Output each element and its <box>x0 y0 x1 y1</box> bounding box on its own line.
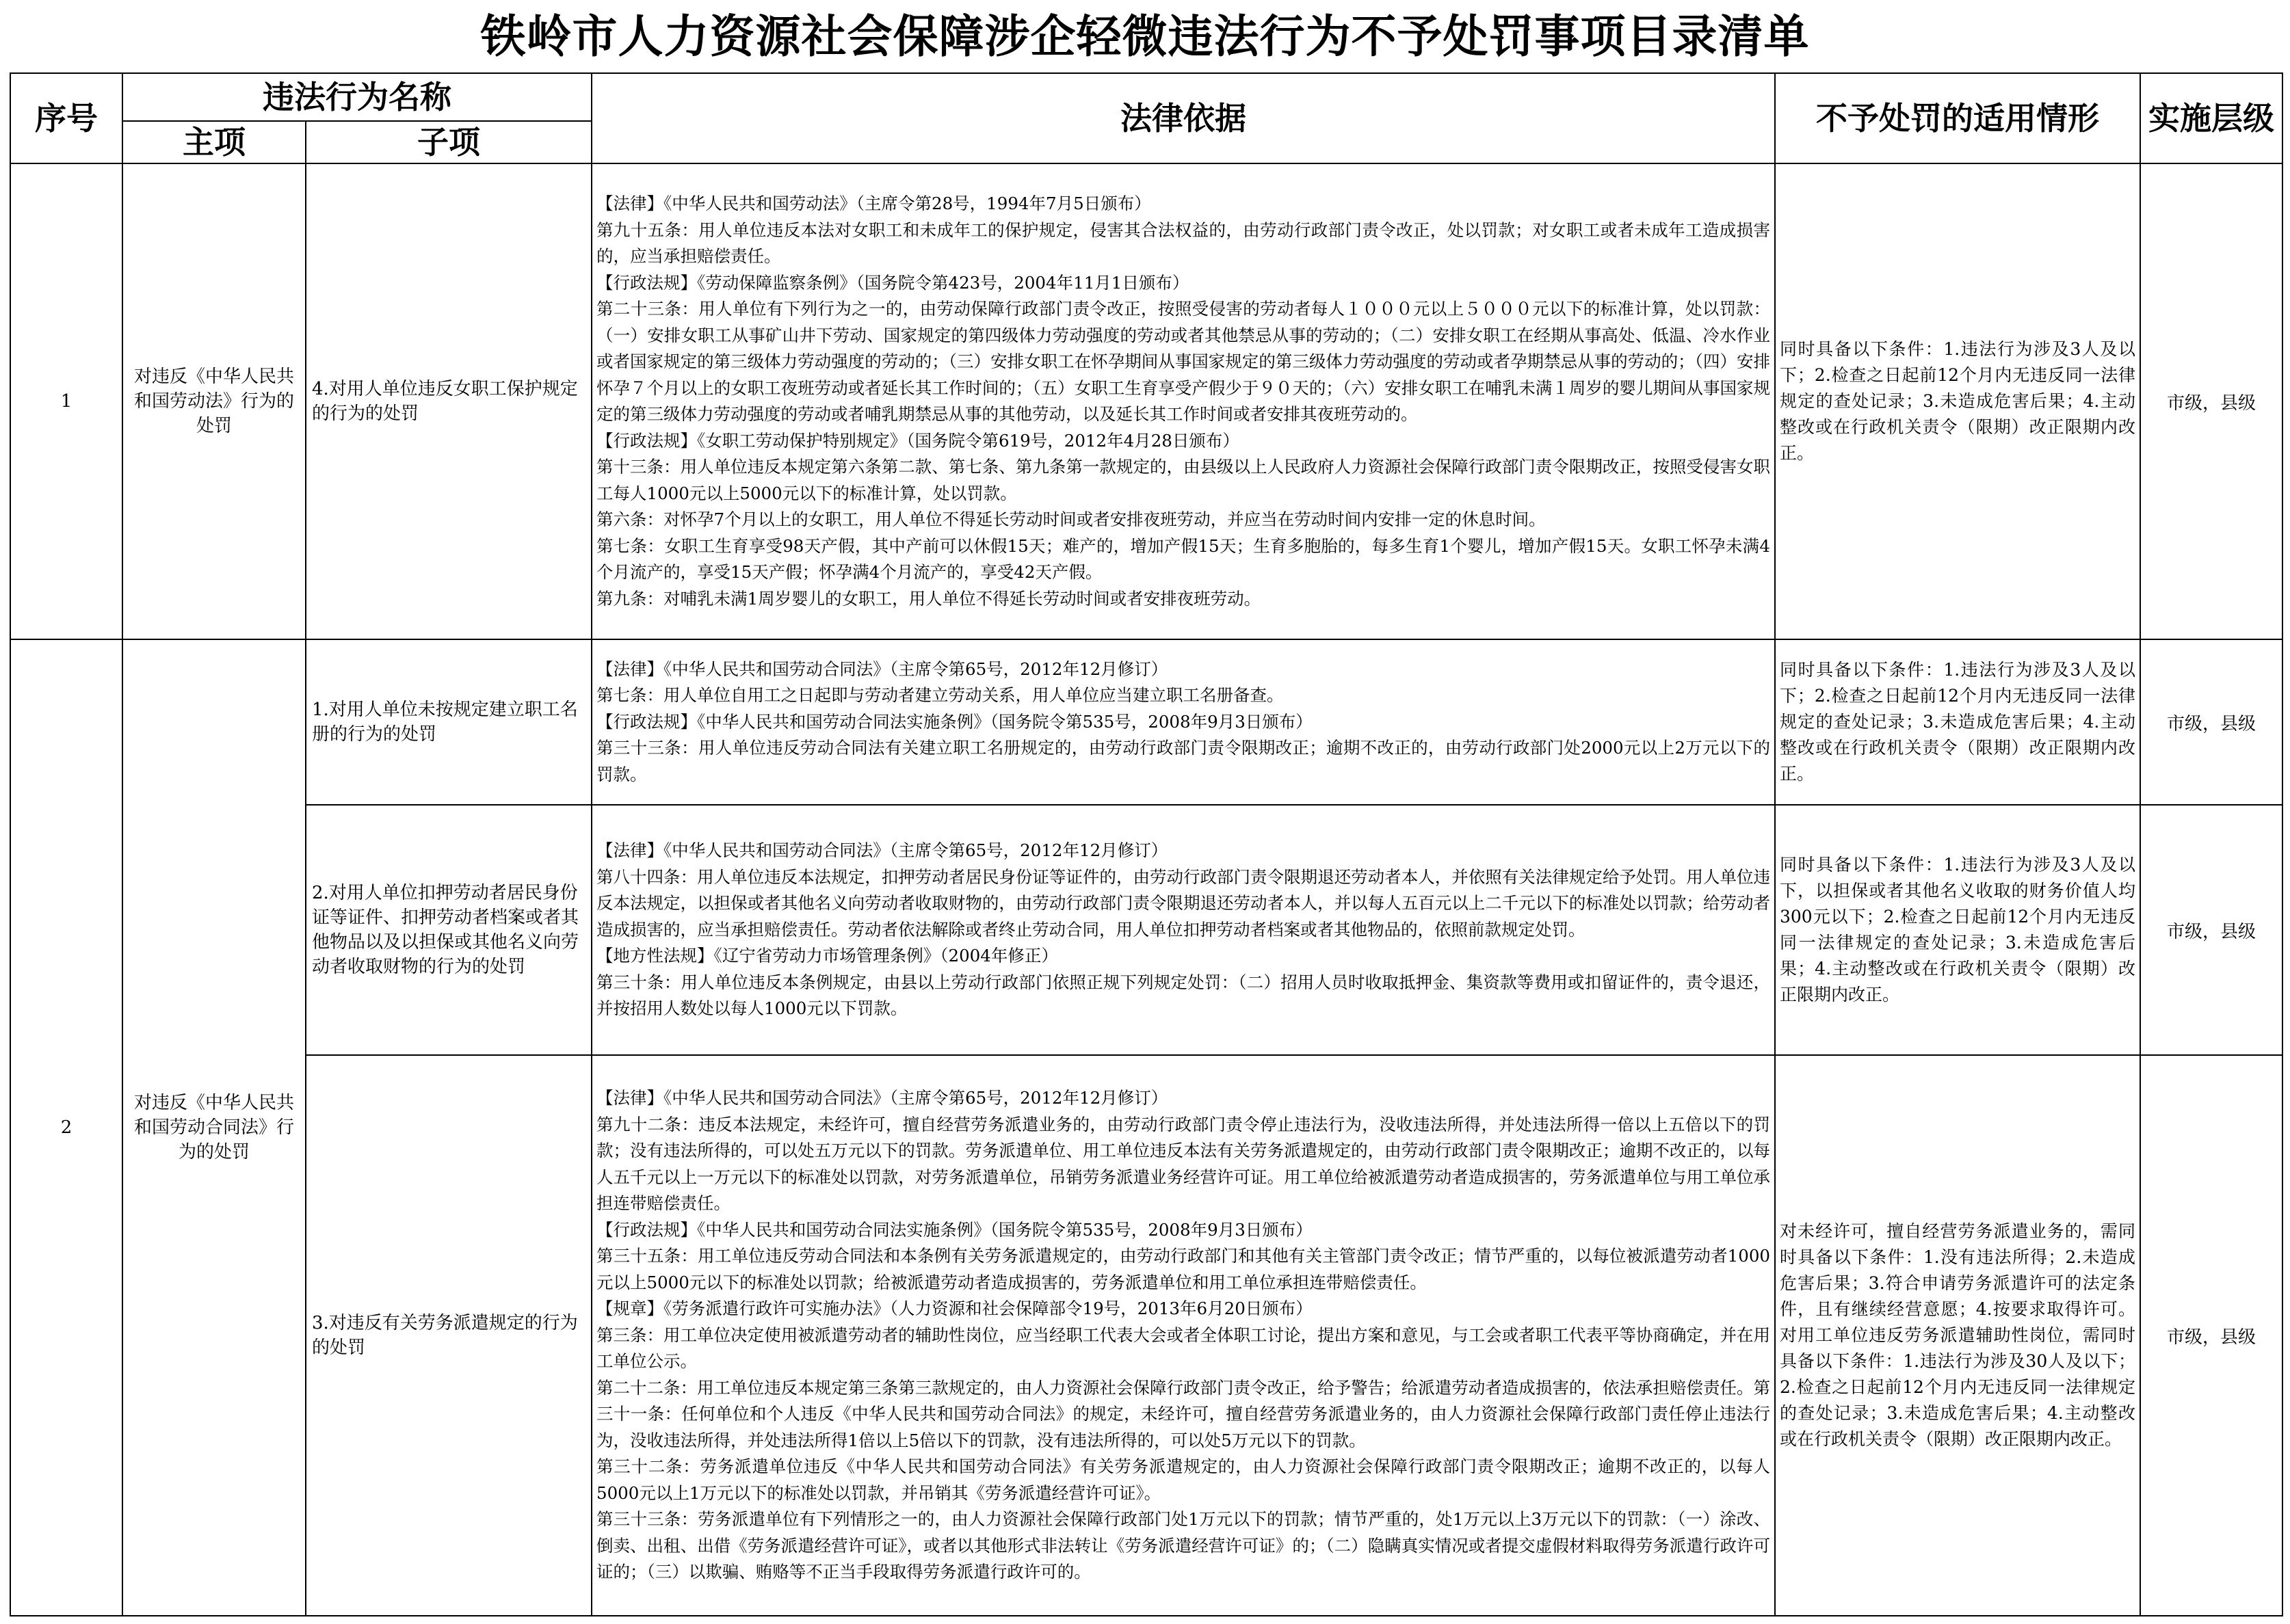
basis-line: 第二十三条：用人单位有下列行为之一的，由劳动保障行政部门责令改正，按照受侵害的劳动者每人１０００元以上５０００元以下的标准计算，处以罚款：（一）安排女职工从事矿山井下劳动、国家规定的第四级体力劳动强度的劳动或者其他禁忌从事的劳动的；（二）安排女职工在经期从事高处、低温、冷水作业或者国家规定的第三级体力劳动强度的劳动的；（三）安排女职工在怀孕期间从事国家规定的第三级体力劳动强度的劳动或者孕期禁忌从事的劳动的；（四）安排怀孕７个月以上的女职工夜班劳动或者延长其工作时间的；（五）女职工生育享受产假少于９０天的；（六）安排女职工在哺乳未满１周岁的婴儿期间从事国家规定的第三级体力劳动强度的劳动或者哺乳期禁忌从事的其他劳动，以及延长其工作时间或者安排其夜班劳动的。 <box>596 299 1770 424</box>
exemption-condition: 同时具备以下条件：1.违法行为涉及3人及以下；2.检查之日起前12个月内无违反同一法律规定的查处记录；3.未造成危害后果；4.主动整改或在行政机关责令（限期）改正限期内改正。 <box>1775 163 2140 639</box>
basis-line: 【法律】《中华人民共和国劳动合同法》（主席令第65号，2012年12月修订） <box>596 1088 1168 1108</box>
row-sub-item: 3.对违反有关劳务派遣规定的行为的处罚 <box>306 1055 592 1616</box>
basis-line: 【行政法规】《女职工劳动保护特别规定》（国务院令第619号，2012年4月28日颁布） <box>596 430 1239 451</box>
implementation-level: 市级，县级 <box>2140 805 2282 1055</box>
basis-line: 第三十二条：劳务派遣单位违反《中华人民共和国劳动合同法》有关劳务派遣规定的，由人力资源社会保障行政部门责令限期改正；逾期不改正的，以每人5000元以上1万元以下的标准处以罚款，并吊销其《劳务派遣经营许可证》。 <box>596 1456 1770 1503</box>
implementation-level: 市级，县级 <box>2140 639 2282 805</box>
exemption-condition: 同时具备以下条件：1.违法行为涉及3人及以下，以担保或者其他名义收取的财务价值人均300元以下；2.检查之日起前12个月内无违反同一法律规定的查处记录；3.未造成危害后果；4.主动整改或在行政机关责令（限期）改正限期内改正。 <box>1775 805 2140 1055</box>
row-main-item: 对违反《中华人民共和国劳动合同法》行为的处罚 <box>122 639 306 1616</box>
basis-line: 第三十三条：用人单位违反劳动合同法有关建立职工名册规定的，由劳动行政部门责令限期改正；逾期不改正的，由劳动行政部门处2000元以上2万元以下的罚款。 <box>596 738 1770 784</box>
basis-line: 第三十条：用人单位违反本条例规定，由县以上劳动行政部门依照正规下列规定处罚：（二）招用人员时收取抵押金、集资款等费用或扣留证件的，责令退还，并按招用人数处以每人1000元以下罚款。 <box>596 972 1770 1019</box>
header-level: 实施层级 <box>2140 73 2282 163</box>
basis-line: 第九条：对哺乳未满1周岁婴儿的女职工，用人单位不得延长劳动时间或者安排夜班劳动。 <box>596 588 1261 609</box>
basis-line: 第六条：对怀孕7个月以上的女职工，用人单位不得延长劳动时间或者安排夜班劳动，并应当在劳动时间内安排一定的休息时间。 <box>596 509 1546 529</box>
basis-line: 【地方性法规】《辽宁省劳动力市场管理条例》（2004年修正） <box>596 946 1058 966</box>
page-title: 铁岭市人力资源社会保障涉企轻微违法行为不予处罚事项目录清单 <box>480 10 1810 63</box>
basis-line: 第九十二条：违反本法规定，未经许可，擅自经营劳务派遣业务的，由劳动行政部门责令停止违法行为，没收违法所得，并处违法所得一倍以上五倍以下的罚款；没有违法所得的，可以处五万元以下的罚款。劳务派遣单位、用工单位违反本法有关劳务派遣规定的，由劳动行政部门责令限期改正；逾期不改正的，以每人五千元以上一万元以下的标准处以罚款，对劳务派遣单位，吊销劳务派遣业务经营许可证。用工单位给被派遣劳动者造成损害的，劳务派遣单位与用工单位承担连带赔偿责任。 <box>596 1114 1770 1214</box>
header-violation: 违法行为名称 <box>122 73 592 121</box>
table-row <box>10 639 2282 805</box>
legal-basis <box>592 639 1775 805</box>
exemption-condition: 对未经许可，擅自经营劳务派遣业务的，需同时具备以下条件：1.没有违法所得；2.未造成危害后果；3.符合申请劳务派遣许可的法定条件，且有继续经营意愿；4.按要求取得许可。对用工单位违反劳务派遣辅助性岗位，需同时具备以下条件：1.违法行为涉及30人及以下；2.检查之日起前12个月内无违反同一法律规定的查处记录；3.未造成危害后果；4.主动整改或在行政机关责令（限期）改正限期内改正。 <box>1775 1055 2140 1616</box>
basis-line: 第八十四条：用人单位违反本法规定，扣押劳动者居民身份证等证件的，由劳动行政部门责令限期退还劳动者本人，并依照有关法律规定给予处罚。用人单位违反本法规定，以担保或者其他名义向劳动者收取财物的，由劳动行政部门责令限期退还劳动者本人，并以每人五百元以上二千元以下的标准处以罚款；给劳动者造成损害的，应当承担赔偿责任。劳动者依法解除或者终止劳动合同，用人单位扣押劳动者档案或者其他物品的，依照前款规定处罚。 <box>596 866 1770 940</box>
basis-line: 第七条：用人单位自用工之日起即与劳动者建立劳动关系，用人单位应当建立职工名册备查。 <box>596 685 1284 706</box>
implementation-level: 市级，县级 <box>2140 1055 2282 1616</box>
row-seq: 2 <box>10 639 122 1616</box>
basis-line: 【行政法规】《中华人民共和国劳动合同法实施条例》（国务院令第535号，2008年9月3日颁布） <box>596 711 1313 732</box>
legal-basis <box>592 1055 1775 1616</box>
basis-line: 第七条：女职工生育享受98天产假，其中产前可以休假15天；难产的，增加产假15天；生育多胞胎的，每多生育1个婴儿，增加产假15天。女职工怀孕未满4个月流产的，享受15天产假；怀孕满4个月流产的，享受42天产假。 <box>596 535 1770 582</box>
row-sub-item: 2.对用人单位扣押劳动者居民身份证等证件、扣押劳动者档案或者其他物品以及以担保或其他名义向劳动者收取财物的行为的处罚 <box>306 805 592 1055</box>
header-main: 主项 <box>122 121 306 163</box>
basis-line: 【行政法规】《劳动保障监察条例》（国务院令第423号，2004年11月1日颁布） <box>596 272 1189 293</box>
row-main-item: 对违反《中华人民共和国劳动法》行为的处罚 <box>122 163 306 639</box>
basis-line: 第三条：用工单位决定使用被派遣劳动者的辅助性岗位，应当经职工代表大会或者全体职工讨论，提出方案和意见，与工会或者职工代表平等协商确定，并在用工单位公示。 <box>596 1325 1770 1372</box>
header-seq: 序号 <box>10 73 122 163</box>
basis-line: 【行政法规】《中华人民共和国劳动合同法实施条例》（国务院令第535号，2008年9月3日颁布） <box>596 1219 1313 1240</box>
implementation-level: 市级，县级 <box>2140 163 2282 639</box>
header-row-1 <box>10 73 2282 121</box>
exemption-condition: 同时具备以下条件：1.违法行为涉及3人及以下；2.检查之日起前12个月内无违反同一法律规定的查处记录；3.未造成危害后果；4.主动整改或在行政机关责令（限期）改正限期内改正。 <box>1775 639 2140 805</box>
basis-line: 第三十三条：劳务派遣单位有下列情形之一的，由人力资源社会保障行政部门处1万元以下的罚款；情节严重的，处1万元以上3万元以下的罚款：（一）涂改、倒卖、出租、出借《劳务派遣经营许可证》，或者以其他形式非法转让《劳务派遣经营许可证》的；（二）隐瞒真实情况或者提交虚假材料取得劳务派遣行政许可证的；（三）以欺骗、贿赂等不正当手段取得劳务派遣行政许可的。 <box>596 1509 1770 1582</box>
basis-line: 【法律】《中华人民共和国劳动法》（主席令第28号，1994年7月5日颁布） <box>596 194 1151 213</box>
legal-basis <box>592 163 1775 639</box>
basis-line: 第十三条：用人单位违反本规定第六条第二款、第七条、第九条第一款规定的，由县级以上人民政府人力资源社会保障行政部门责令限期改正，按照受侵害女职工每人1000元以上5000元以下的标准计算，处以罚款。 <box>596 457 1770 503</box>
catalog-table <box>10 72 2283 1616</box>
row-sub-item: 4.对用人单位违反女职工保护规定的行为的处罚 <box>306 163 592 639</box>
header-basis: 法律依据 <box>592 73 1775 163</box>
basis-line: 第三十五条：用工单位违反劳动合同法和本条例有关劳务派遣规定的，由劳动行政部门和其他有关主管部门责令改正；情节严重的，以每位被派遣劳动者1000元以上5000元以下的标准处以罚款；给被派遣劳动者造成损害的，劳务派遣单位和用工单位承担连带赔偿责任。 <box>596 1246 1770 1292</box>
basis-line: 【法律】《中华人民共和国劳动合同法》（主席令第65号，2012年12月修订） <box>596 840 1168 861</box>
header-condition: 不予处罚的适用情形 <box>1775 73 2140 163</box>
header-sub: 子项 <box>306 121 592 163</box>
legal-basis <box>592 805 1775 1055</box>
row-sub-item: 1.对用人单位未按规定建立职工名册的行为的处罚 <box>306 639 592 805</box>
table-row <box>10 1055 2282 1616</box>
basis-line: 【法律】《中华人民共和国劳动合同法》（主席令第65号，2012年12月修订） <box>596 658 1168 679</box>
basis-line: 第九十五条：用人单位违反本法对女职工和未成年工的保护规定，侵害其合法权益的，由劳动行政部门责令改正，处以罚款；对女职工或者未成年工造成损害的，应当承担赔偿责任。 <box>596 219 1770 266</box>
row-seq: 1 <box>10 163 122 639</box>
table-row <box>10 805 2282 1055</box>
table-row <box>10 163 2282 639</box>
basis-line: 第二十二条：用工单位违反本规定第三条第三款规定的，由人力资源社会保障行政部门责令改正，给予警告；给派遣劳动者造成损害的，依法承担赔偿责任。第三十一条：任何单位和个人违反《中华人民共和国劳动合同法》的规定，未经许可，擅自经营劳务派遣业务的，由人力资源社会保障行政部门责任停止违法行为，没收违法所得，并处违法所得1倍以上5倍以下的罚款，没有违法所得的，可以处5万元以下的罚款。 <box>596 1377 1770 1450</box>
basis-line: 【规章】《劳务派遣行政许可实施办法》（人力资源和社会保障部令19号，2013年6月20日颁布） <box>596 1299 1313 1319</box>
